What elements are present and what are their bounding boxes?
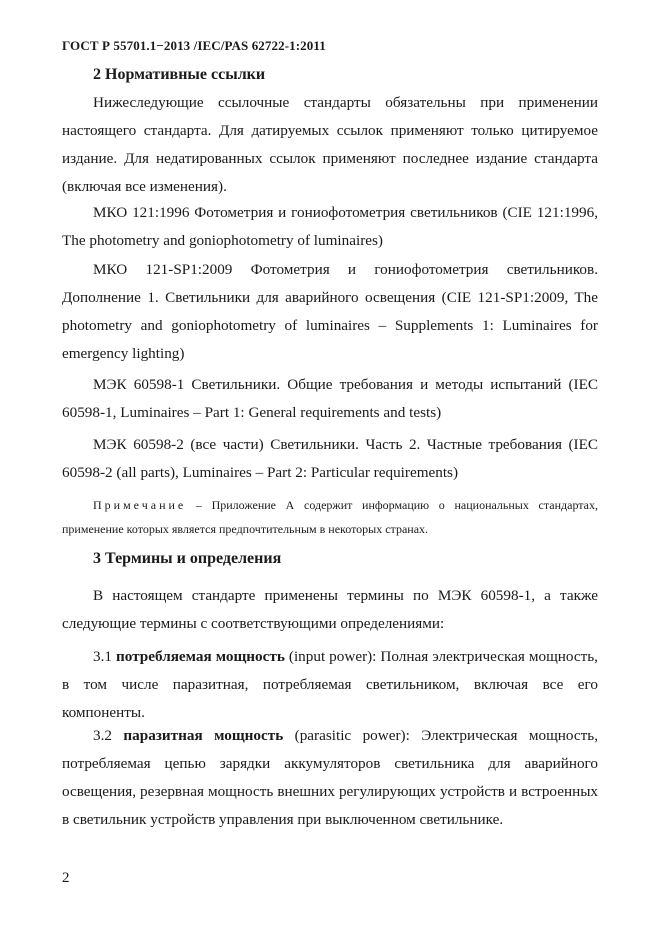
term-3-1-definition: (input power): Полная электрическая мощность, в том числе паразитная, потребляемая светильником, включая все его компоненты. xyxy=(62,648,598,721)
reference-2-text: МКО 121-SP1:2009 Фотометрия и гониофотометрия светильников. Дополнение 1. Светильники для аварийного освещения (CIE 121-SP1:2009, The photometry and goniophotometry of luminaires – Supplements 1: Luminaires for emergency lighting) xyxy=(62,261,598,362)
section-3-intro xyxy=(62,582,598,638)
term-3-2 xyxy=(62,722,598,834)
reference-4 xyxy=(62,431,598,487)
section-3-intro-text: В настоящем стандарте применены термины по МЭК 60598-1, а также следующие термины с соответствующими определениями: xyxy=(62,587,598,632)
document-code-header: ГОСТ Р 55701.1−2013 /IEC/PAS 62722-1:2011 xyxy=(62,38,326,53)
note xyxy=(62,493,598,541)
reference-1 xyxy=(62,199,598,255)
term-3-2-number: 3.2 xyxy=(93,727,124,744)
reference-3 xyxy=(62,371,598,427)
section-2-intro xyxy=(62,89,598,201)
term-3-1 xyxy=(62,643,598,727)
term-3-2-definition: (parasitic power): Электрическая мощность, потребляемая цепью зарядки аккумуляторов светильника для аварийного освещения, резервная мощность внешних регулирующих устройств и встроенных в светильник устройств управления при выключенном светильнике. xyxy=(62,727,598,828)
term-3-1-number: 3.1 xyxy=(93,648,116,665)
reference-1-text: МКО 121:1996 Фотометрия и гониофотометрия светильников (CIE 121:1996, The photometry and goniophotometry of luminaires) xyxy=(62,204,598,249)
term-3-2-name: паразитная мощность xyxy=(123,727,284,744)
reference-3-text: МЭК 60598-1 Светильники. Общие требования и методы испытаний (IEC 60598-1, Luminaires – Part 1: General requirements and tests) xyxy=(62,376,598,421)
section-3-title: 3 Термины и определения xyxy=(93,550,282,567)
section-2-title: 2 Нормативные ссылки xyxy=(93,66,266,83)
section-2-intro-text: Нижеследующие ссылочные стандарты обязательны при применении настоящего стандарта. Для датируемых ссылок применяют только цитируемое издание. Для недатированных ссылок применяют последнее издание стандарта (включая все изменения). xyxy=(62,94,598,195)
page-number: 2 xyxy=(62,870,70,886)
note-label: Примечание xyxy=(93,498,187,512)
reference-4-text: МЭК 60598-2 (все части) Светильники. Часть 2. Частные требования (IEC 60598-2 (all parts), Luminaires – Part 2: Particular requirements) xyxy=(62,436,598,481)
note-text: – Приложение А содержит информацию о национальных стандартах, применение которых является предпочтительным в некоторых странах. xyxy=(62,498,598,536)
term-3-1-name: потребляемая мощность xyxy=(116,648,285,665)
reference-2 xyxy=(62,256,598,368)
